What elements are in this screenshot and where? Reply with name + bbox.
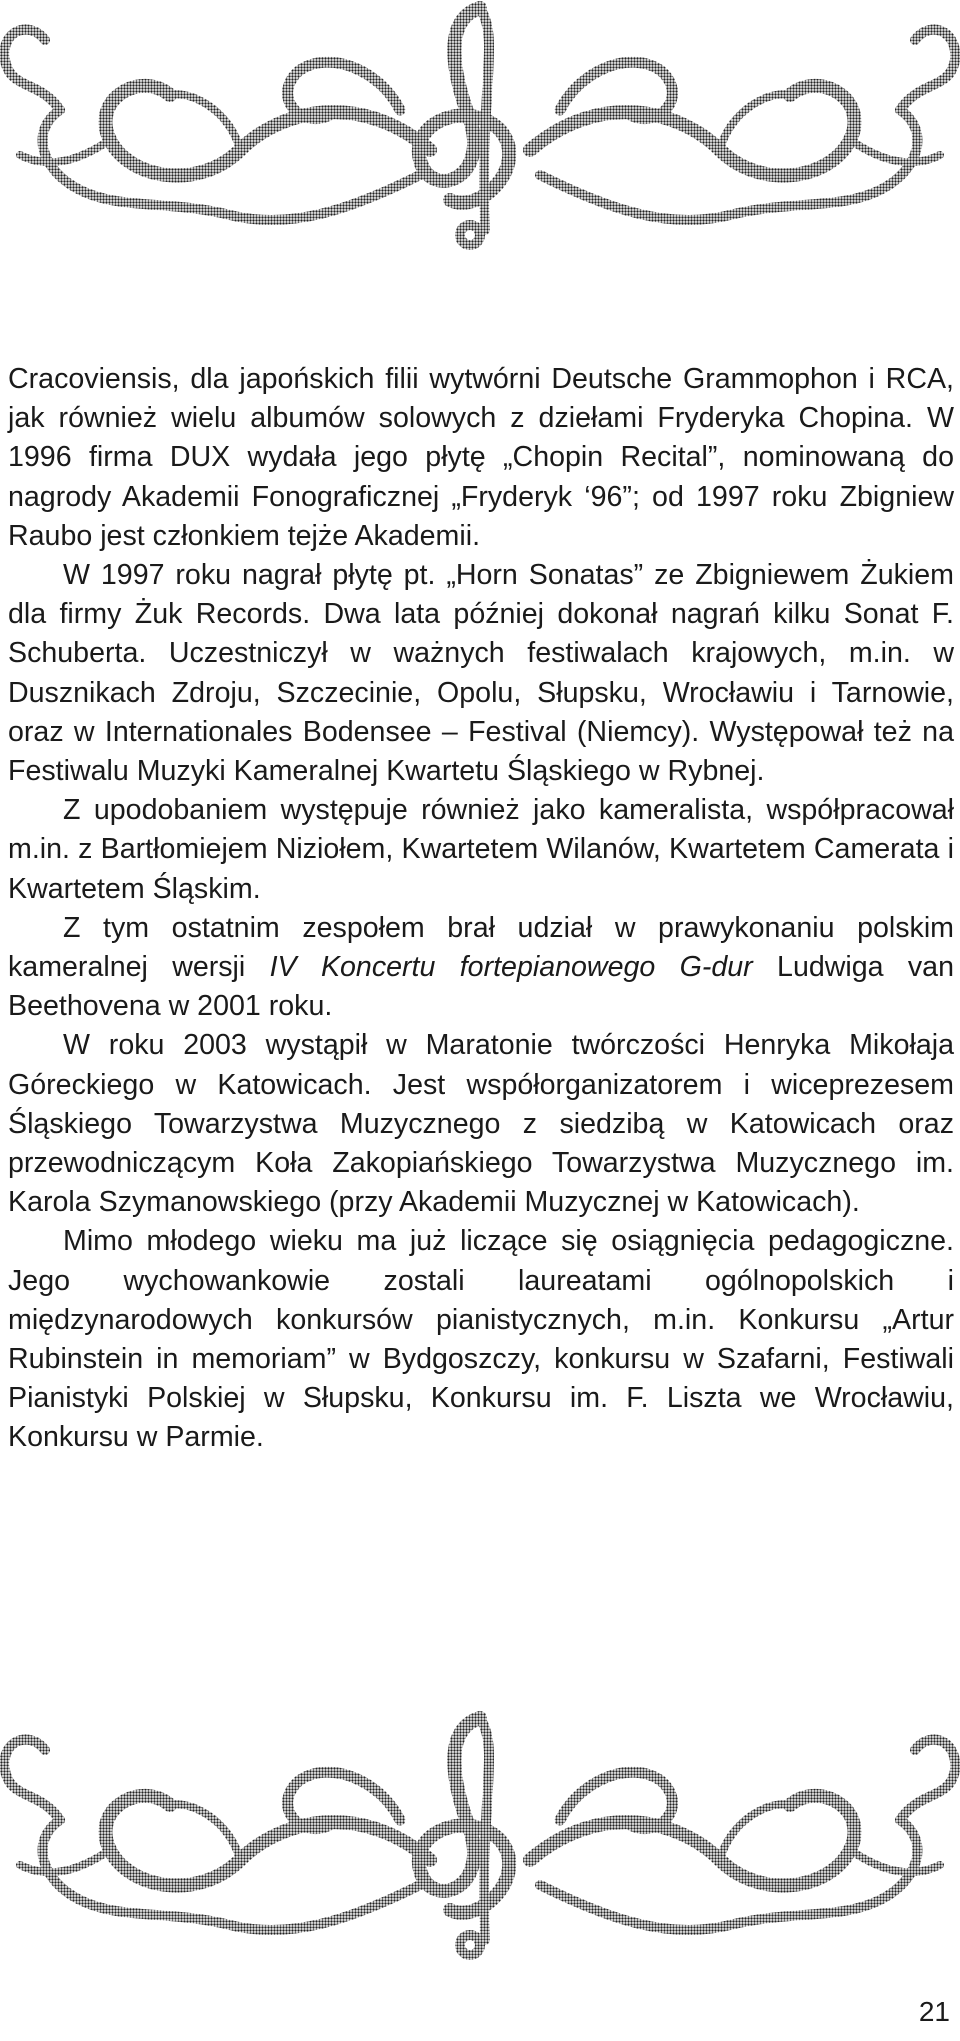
paragraph [8, 909, 954, 1027]
paragraph-text: Z tym ostatnim zespołem brał udział w prawykonaniu polskim kameralnej wersji [8, 911, 954, 984]
treble-clef-scroll-ornament-icon [0, 1710, 960, 1960]
paragraph: W roku 2003 wystąpił w Maratonie twórczości Henryka Mikołaja Góreckiego w Katowicach. Jest współorganizatorem i wiceprezesem Śląskiego Towarzystwa Muzycznego z siedzibą w Katowicach oraz przewodniczącym Koła Zakopiańskiego Towarzystwa Muzycznego im. Karola Szymanowskiego (przy Akademii Muzycznej w Katowicach). [8, 1029, 954, 1219]
treble-clef-scroll-ornament-icon [0, 0, 960, 250]
bottom-ornament [0, 1710, 960, 1960]
paragraph: W 1997 roku nagrał płytę pt. „Horn Sonatas” ze Zbigniewem Żukiem dla firmy Żuk Records. Dwa lata później dokonał nagrań kilku Sonat F. Schuberta. Uczestniczył w ważnych festiwalach krajowych, m.in. w Dusznikach Zdroju, Szczecinie, Opolu, Słupsku, Wrocławiu i Tarnowie, oraz w Internationales Bodensee – Festival (Niemcy). Występował też na Festiwalu Muzyki Kameralnej Kwartetu Śląskiego w Rybnej. [8, 559, 954, 788]
top-ornament [0, 0, 960, 250]
page-number: 21 [918, 1996, 950, 2027]
work-title: IV Koncertu fortepianowego G-dur [269, 951, 753, 984]
article-body [8, 360, 954, 1458]
paragraph: Mimo młodego wieku ma już liczące się osiągnięcia pedagogiczne. Jego wychowankowie zostali laureatami ogólnopolskich i międzynarodowych konkursów pianistycznych, m.in. Konkursu „Artur Rubinstein in memoriam” w Bydgoszczy, konkursu w Szafarni, Festiwali Pianistyki Polskiej w Słupsku, Konkursu im. F. Liszta we Wrocławiu, Konkursu w Parmie. [8, 1225, 954, 1454]
paragraph: Z upodobaniem występuje również jako kameralista, współpracował m.in. z Bartłomiejem Niziołem, Kwartetem Wilanów, Kwartetem Camerata i Kwartetem Śląskim. [8, 794, 954, 905]
paragraph: Cracoviensis, dla japońskich filii wytwórni Deutsche Grammophon i RCA, jak również wielu albumów solowych z dziełami Fryderyka Chopina. W 1996 firma DUX wydała jego płytę „Chopin Recital”, nominowaną do nagrody Akademii Fonograficznej „Fryderyk ‘96”; od 1997 roku Zbigniew Raubo jest członkiem tejże Akademii. [8, 363, 954, 552]
paragraph-text: Ludwiga van Beethovena w 2001 roku. [8, 951, 954, 1023]
